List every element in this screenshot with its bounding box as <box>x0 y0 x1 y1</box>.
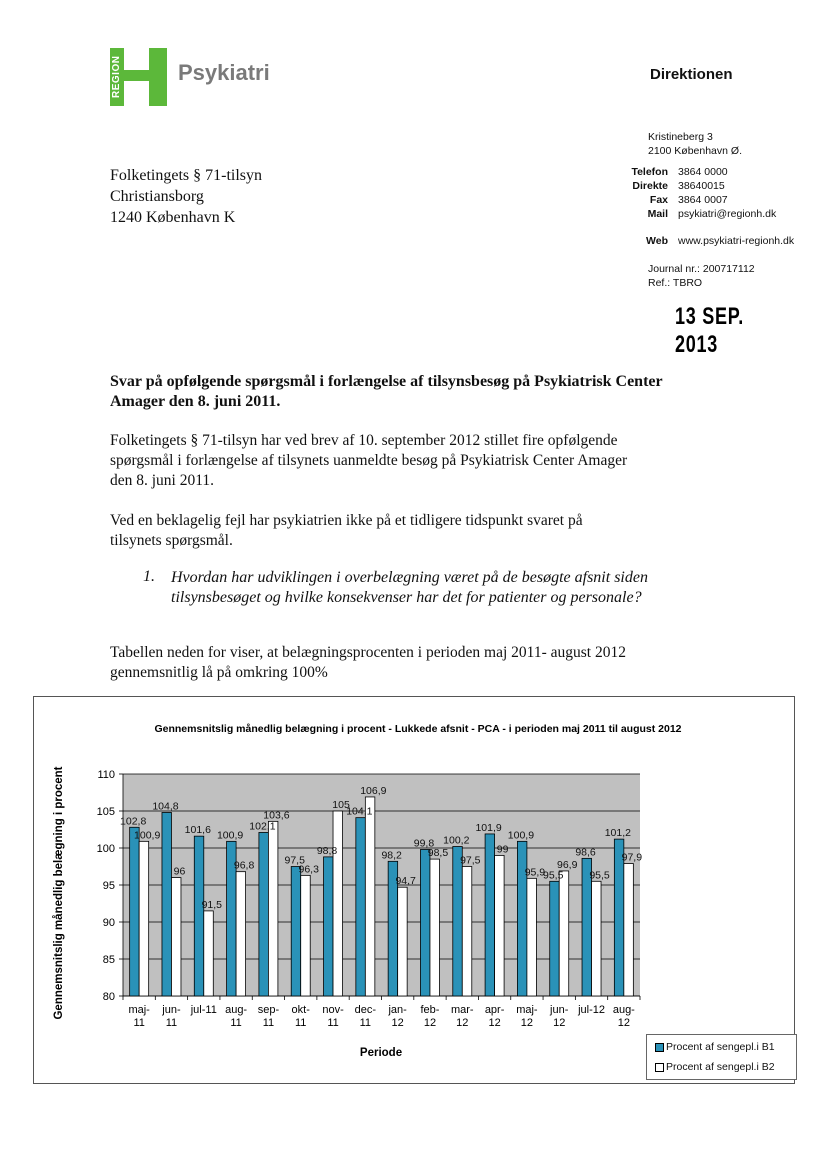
bar-b2 <box>171 878 181 996</box>
data-label-b2: 100,9 <box>134 829 161 842</box>
data-label-b1: 100,2 <box>443 834 470 847</box>
contact-value: 3864 0007 <box>678 194 728 206</box>
legend-swatch-b1 <box>655 1043 664 1052</box>
x-tick-label: 11 <box>295 1017 307 1029</box>
contact-label: Direkte <box>632 180 668 192</box>
legend-item-b1 <box>655 1041 775 1053</box>
question-number: 1. <box>143 568 155 585</box>
bar-b1 <box>324 857 334 996</box>
y-axis-title: Gennemsnitslig månedlig belægning i procent <box>53 766 65 1020</box>
y-tick-label: 90 <box>102 917 115 929</box>
recipient-line: 1240 København K <box>110 209 236 226</box>
bar-b1 <box>420 849 430 996</box>
chart-title: Gennemsnitslig månedlig belægning i procent - Lukkede afsnit - PCA - i perioden maj 2011 til august 2012 <box>154 723 682 735</box>
reference: Ref.: TBRO <box>648 277 703 289</box>
data-label-b1: 98,2 <box>381 849 402 862</box>
data-label-b1: 100,9 <box>507 829 535 842</box>
bar-b2 <box>365 797 375 996</box>
data-label-b1: 102,1 <box>249 820 276 833</box>
data-label-b2: 97,9 <box>621 851 643 864</box>
data-label-b1: 104,1 <box>346 805 373 818</box>
bar-b2 <box>398 887 408 996</box>
bar-b2 <box>592 881 602 996</box>
bar-b1 <box>517 841 527 996</box>
y-tick-label: 100 <box>96 843 115 855</box>
data-label-b1: 98,8 <box>316 844 338 857</box>
bar-b1 <box>194 836 204 996</box>
data-label-b2: 106,9 <box>360 784 387 797</box>
data-label-b2: 95,5 <box>589 869 610 882</box>
x-tick-label: 12 <box>391 1017 404 1029</box>
data-label-b2: 97,5 <box>460 854 481 867</box>
data-label-b2: 96 <box>173 865 186 878</box>
legend-item-b2 <box>655 1061 775 1073</box>
bar-b1 <box>259 832 269 996</box>
x-tick-label: apr- <box>484 1004 505 1016</box>
paragraph-intro: Folketingets § 71-tilsyn har ved brev af 10. september 2012 stillet fire opfølgende spørgsmål i forlængelse af tilsynets uanmeldte besøg på Psykiatrisk Center Amager den 8. juni 2011. <box>110 432 628 489</box>
x-tick-label: 12 <box>617 1017 630 1029</box>
x-tick-label: 11 <box>262 1017 275 1029</box>
bar-b2 <box>495 855 505 996</box>
data-label-b1: 102,8 <box>120 815 147 828</box>
bar-b1 <box>485 834 495 996</box>
bar-b1 <box>130 827 140 996</box>
data-label-b1: 98,6 <box>575 846 596 859</box>
x-tick-label: feb- <box>420 1004 440 1016</box>
x-tick-label: 12 <box>423 1017 437 1029</box>
paragraph-apology: Ved en beklagelig fejl har psykiatrien ikke på et tidligere tidspunkt svaret på tilsynets spørgsmål. <box>110 512 583 549</box>
x-tick-label: jul-11 <box>190 1004 217 1016</box>
web-link[interactable]: www.psykiatri-regionh.dk <box>678 235 795 247</box>
letter-heading: Svar på opfølgende spørgsmål i forlængelse af tilsynsbesøg på Psykiatrisk Center Amager den 8. juni 2011. <box>110 373 663 410</box>
bar-b2 <box>430 859 440 996</box>
data-label-b2: 94,7 <box>395 875 416 888</box>
data-label-b2: 105 <box>332 799 350 811</box>
bar-b2 <box>204 911 214 996</box>
bar-b2 <box>301 875 311 996</box>
x-tick-label: okt- <box>291 1004 310 1016</box>
bar-b2 <box>624 864 634 996</box>
bar-b2 <box>527 878 537 996</box>
x-tick-label: nov- <box>322 1004 344 1016</box>
data-label-b2: 95,9 <box>524 866 546 879</box>
y-tick-label: 105 <box>96 806 115 818</box>
bar-b1 <box>550 881 560 996</box>
data-label-b1: 100,9 <box>216 829 244 842</box>
data-label-b1: 101,9 <box>475 821 502 834</box>
logo-region-text: REGION <box>111 55 122 99</box>
legend-label-b1: Procent af sengepl.i B1 <box>666 1041 775 1053</box>
recipient-line: Christiansborg <box>110 188 204 205</box>
legend-label-b2: Procent af sengepl.i B2 <box>666 1061 775 1073</box>
x-tick-label: 12 <box>520 1017 534 1029</box>
x-tick-label: 11 <box>165 1017 178 1029</box>
x-tick-label: sep- <box>257 1004 280 1016</box>
bar-b1 <box>356 818 366 996</box>
x-tick-label: 12 <box>488 1017 501 1029</box>
contact-value: psykiatri@regionh.dk <box>678 208 777 220</box>
question-text: Hvordan har udviklingen i overbelægning været på de besøgte afsnit siden tilsynsbesøget og hvilke konsekvenser har det for patienter og personale? <box>171 569 648 606</box>
x-tick-label: mar- <box>450 1004 474 1016</box>
x-tick-label: dec- <box>354 1004 377 1016</box>
y-tick-label: 80 <box>102 991 115 1003</box>
brand-name: Psykiatri <box>178 60 270 85</box>
x-tick-label: 12 <box>553 1017 566 1029</box>
data-label-b2: 96,8 <box>233 859 255 872</box>
data-label-b1: 99,8 <box>413 837 435 850</box>
x-axis-title: Periode <box>359 1047 403 1059</box>
data-label-b2: 103,6 <box>263 809 290 822</box>
y-tick-label: 110 <box>97 769 115 781</box>
bar-b2 <box>462 867 472 997</box>
contact-label: Telefon <box>631 166 668 178</box>
data-label-b1: 101,2 <box>604 827 631 840</box>
x-tick-label: jan- <box>388 1004 407 1016</box>
data-label-b2: 96,3 <box>298 863 319 876</box>
data-label-b2: 91,5 <box>201 898 222 911</box>
sender-address-line: Kristineberg 3 <box>648 131 713 143</box>
x-tick-label: maj- <box>128 1004 150 1016</box>
legend-swatch-b2 <box>655 1063 664 1072</box>
x-tick-label: jul-12 <box>578 1004 605 1016</box>
bar-b2 <box>236 872 246 996</box>
paragraph-table-intro: Tabellen neden for viser, at belægningsprocenten i perioden maj 2011- august 2012 gennemsnitlig lå på omkring 100% <box>110 644 626 681</box>
contact-value: 38640015 <box>678 180 725 192</box>
chart-legend <box>646 1034 797 1080</box>
x-tick-label: jun- <box>550 1004 569 1016</box>
contact-value: 3864 0000 <box>678 166 728 178</box>
bar-b1 <box>291 867 301 997</box>
bar-b2 <box>268 821 278 996</box>
x-tick-label: aug- <box>612 1004 635 1016</box>
recipient-line: Folketingets § 71-tilsyn <box>110 167 262 184</box>
department-name: Direktionen <box>650 66 733 83</box>
y-tick-label: 95 <box>102 880 115 892</box>
journal-number: Journal nr.: 200717112 <box>648 263 755 275</box>
data-label-b2: 98,5 <box>427 847 449 860</box>
x-tick-label: aug- <box>225 1004 248 1016</box>
data-label-b2: 99 <box>496 843 509 856</box>
x-tick-label: 11 <box>133 1017 145 1029</box>
x-tick-label: 11 <box>359 1017 372 1029</box>
data-label-b2: 96,9 <box>557 858 578 871</box>
bar-b2 <box>559 871 569 996</box>
x-tick-label: 11 <box>327 1017 339 1029</box>
sender-address-line: 2100 København Ø. <box>648 145 742 157</box>
contact-label: Mail <box>647 208 668 220</box>
bar-b1 <box>162 812 172 996</box>
data-label-b1: 95,5 <box>543 869 564 882</box>
bar-b2 <box>333 811 343 996</box>
date-stamp: 13 SEP. 2013 <box>675 303 744 358</box>
x-tick-label: maj- <box>516 1004 538 1016</box>
bar-b2 <box>139 841 149 996</box>
x-tick-label: 12 <box>456 1017 469 1029</box>
data-label-b1: 104,8 <box>152 800 179 813</box>
bar-b1 <box>453 847 463 996</box>
data-label-b1: 97,5 <box>284 854 305 867</box>
contact-label: Fax <box>649 194 668 206</box>
x-tick-label: jun- <box>162 1004 181 1016</box>
web-label: Web <box>646 235 668 247</box>
x-tick-label: 11 <box>230 1017 242 1029</box>
y-tick-label: 85 <box>102 954 115 966</box>
data-label-b1: 101,6 <box>184 824 211 837</box>
